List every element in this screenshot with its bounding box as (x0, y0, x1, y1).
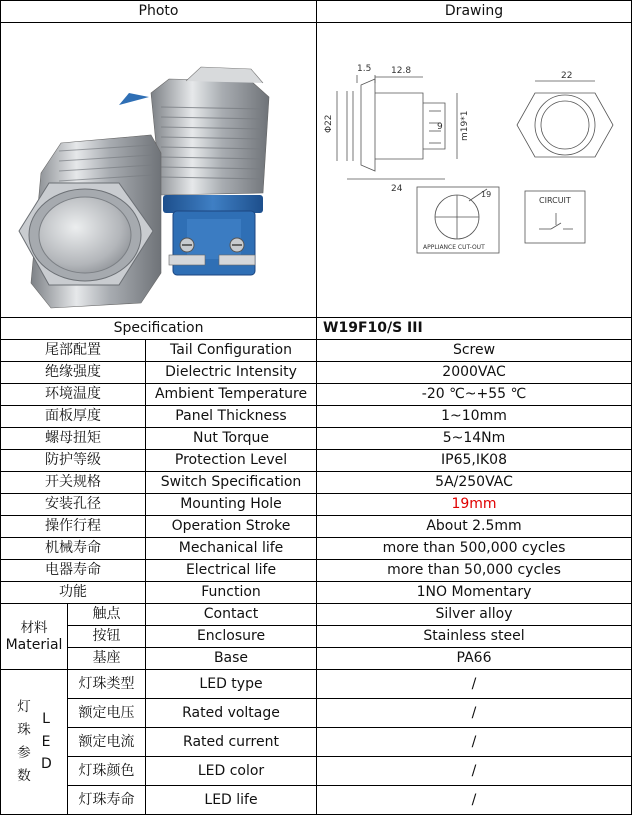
row-value: 1NO Momentary (317, 582, 632, 604)
row-en: Enclosure (146, 626, 317, 648)
row-cn: 环境温度 (1, 384, 146, 406)
row-en: Ambient Temperature (146, 384, 317, 406)
row-value: 5~14Nm (317, 428, 632, 450)
row-cn: 面板厚度 (1, 406, 146, 428)
dim-22: 22 (561, 71, 573, 81)
row-value: About 2.5mm (317, 516, 632, 538)
row-value: -20 ℃~+55 ℃ (317, 384, 632, 406)
row-cn: 安装孔径 (1, 494, 146, 516)
row-value: Stainless steel (317, 626, 632, 648)
row-cn: 电器寿命 (1, 560, 146, 582)
row-en: LED life (146, 786, 317, 815)
led-group (1, 670, 68, 815)
row-value: 1~10mm (317, 406, 632, 428)
row-cn: 灯珠寿命 (68, 786, 146, 815)
material-group-en: Material (5, 636, 63, 653)
row-cn: 机械寿命 (1, 538, 146, 560)
row-cn: 开关规格 (1, 472, 146, 494)
row-cn: 基座 (68, 648, 146, 670)
row-en: Switch Specification (146, 472, 317, 494)
dim-1-5: 1.5 (357, 64, 372, 74)
row-value: 5A/250VAC (317, 472, 632, 494)
row-value: more than 500,000 cycles (317, 538, 632, 560)
product-photo (1, 23, 316, 317)
circuit-label: CIRCUIT (539, 196, 571, 205)
dim-phi22: Φ22 (324, 114, 335, 133)
photo-cell (1, 23, 317, 318)
row-en: LED type (146, 670, 317, 699)
row-en: Operation Stroke (146, 516, 317, 538)
row-cn: 防护等级 (1, 450, 146, 472)
row-value: / (317, 728, 632, 757)
led-group-cn: 灯珠参数 (17, 699, 31, 784)
row-cn: 按钮 (68, 626, 146, 648)
dim-m19: m19*1 (460, 110, 471, 141)
row-cn: 灯珠类型 (68, 670, 146, 699)
drawing-header: Drawing (317, 1, 632, 23)
row-cn: 操作行程 (1, 516, 146, 538)
drawing-cell (317, 23, 632, 318)
row-value: PA66 (317, 648, 632, 670)
row-en: Tail Configuration (146, 340, 317, 362)
material-group (1, 604, 68, 670)
material-group-cn: 材料 (20, 620, 48, 637)
row-en: Contact (146, 604, 317, 626)
dim-19: 19 (481, 190, 492, 199)
row-value: more than 50,000 cycles (317, 560, 632, 582)
row-cn: 触点 (68, 604, 146, 626)
row-value: / (317, 670, 632, 699)
row-value: / (317, 699, 632, 728)
row-en: Dielectric Intensity (146, 362, 317, 384)
row-cn: 绝缘强度 (1, 362, 146, 384)
row-value: / (317, 786, 632, 815)
row-value: 2000VAC (317, 362, 632, 384)
row-en: Rated voltage (146, 699, 317, 728)
row-value: Silver alloy (317, 604, 632, 626)
photo-header: Photo (1, 1, 317, 23)
row-en: Electrical life (146, 560, 317, 582)
model-number: W19F10/S III (317, 318, 632, 340)
led-group-en: LED (41, 711, 52, 773)
row-en: Mechanical life (146, 538, 317, 560)
front-view (517, 81, 613, 157)
dim-12-8: 12.8 (391, 66, 412, 76)
row-en: Panel Thickness (146, 406, 317, 428)
row-value: / (317, 757, 632, 786)
row-cn: 功能 (1, 582, 146, 604)
row-cn: 灯珠颜色 (68, 757, 146, 786)
row-cn: 额定电压 (68, 699, 146, 728)
mounting-hole-value: 19mm (317, 494, 632, 516)
row-en: Mounting Hole (146, 494, 317, 516)
specification-label: Specification (1, 318, 317, 340)
row-en: Rated current (146, 728, 317, 757)
row-en: Base (146, 648, 317, 670)
row-value: Screw (317, 340, 632, 362)
row-cn: 额定电流 (68, 728, 146, 757)
dim-24: 24 (391, 184, 403, 194)
technical-drawing (317, 23, 631, 317)
row-en: Nut Torque (146, 428, 317, 450)
dim-9: 9 (437, 122, 443, 132)
row-en: Protection Level (146, 450, 317, 472)
row-value: IP65,IK08 (317, 450, 632, 472)
row-cn: 螺母扭矩 (1, 428, 146, 450)
row-cn: 尾部配置 (1, 340, 146, 362)
row-en: Function (146, 582, 317, 604)
cutout-label: APPLIANCE CUT-OUT (423, 244, 485, 251)
row-en: LED color (146, 757, 317, 786)
